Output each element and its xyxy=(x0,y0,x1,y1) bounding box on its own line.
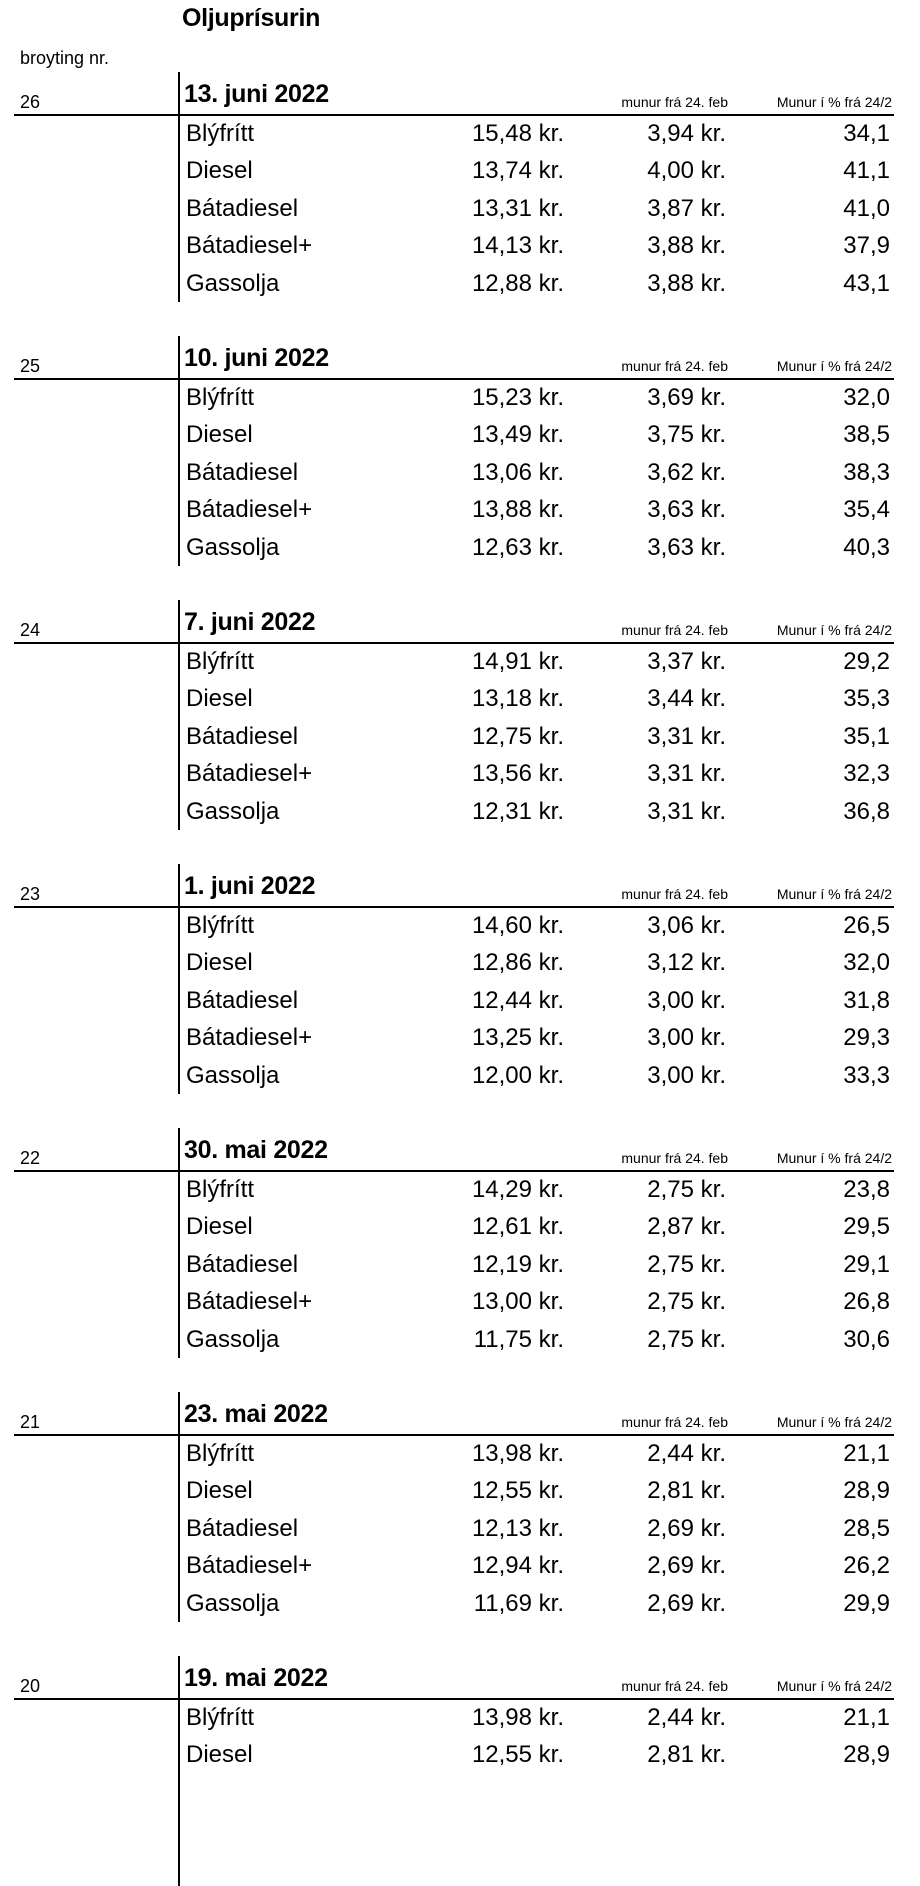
percent-diff: 32,3 xyxy=(843,760,890,788)
block-date: 10. juni 2022 xyxy=(184,344,329,372)
fuel-name: Bátadiesel+ xyxy=(186,1024,313,1052)
table-row xyxy=(0,983,920,1020)
table-row xyxy=(0,1473,920,1510)
fuel-name: Blýfrítt xyxy=(186,1176,255,1203)
price-block xyxy=(0,1656,920,1770)
table-row xyxy=(0,794,920,831)
percent-diff: 26,5 xyxy=(843,912,890,939)
fuel-price: 12,86 kr. xyxy=(471,949,564,977)
table-row xyxy=(0,1322,920,1359)
fuel-name: Bátadiesel xyxy=(186,722,299,750)
table-row xyxy=(0,1058,920,1095)
page-title: Oljuprísurin xyxy=(182,4,321,32)
header-diff: munur frá 24. feb xyxy=(621,358,728,374)
fuel-price: 13,25 kr. xyxy=(471,1024,564,1052)
fuel-name: Bátadiesel xyxy=(186,458,299,486)
table-row xyxy=(0,266,920,303)
price-diff: 2,75 kr. xyxy=(647,1325,726,1353)
fuel-name: Blýfrítt xyxy=(186,1704,255,1731)
fuel-price: 12,00 kr. xyxy=(471,1061,564,1089)
price-block xyxy=(0,600,920,830)
fuel-name: Bátadiesel xyxy=(186,1250,299,1278)
price-diff: 2,81 kr. xyxy=(647,1741,726,1769)
percent-diff: 29,9 xyxy=(843,1589,890,1617)
price-diff: 3,88 kr. xyxy=(647,269,726,297)
price-diff: 3,06 kr. xyxy=(647,912,726,939)
percent-diff: 41,1 xyxy=(843,157,890,185)
price-diff: 2,81 kr. xyxy=(647,1477,726,1505)
percent-diff: 43,1 xyxy=(843,269,890,297)
fuel-name: Gassolja xyxy=(186,797,280,825)
fuel-name: Gassolja xyxy=(186,1325,280,1353)
fuel-name: Diesel xyxy=(186,1741,253,1769)
change-number: 22 xyxy=(20,1148,41,1168)
table-row xyxy=(0,1511,920,1548)
percent-diff: 21,1 xyxy=(843,1440,890,1467)
table-row xyxy=(0,908,920,945)
fuel-name: Diesel xyxy=(186,421,253,449)
percent-diff: 26,2 xyxy=(843,1552,890,1580)
percent-diff: 29,3 xyxy=(843,1024,890,1052)
table-row xyxy=(0,1436,920,1473)
change-number: 24 xyxy=(20,620,41,640)
header-diff: munur frá 24. feb xyxy=(621,1414,728,1430)
header-pct: Munur í % frá 24/2 xyxy=(776,94,892,110)
percent-diff: 28,5 xyxy=(843,1514,890,1542)
price-diff: 2,69 kr. xyxy=(647,1589,726,1617)
price-diff: 2,75 kr. xyxy=(647,1176,726,1203)
fuel-name: Bátadiesel xyxy=(186,986,299,1014)
fuel-price: 14,13 kr. xyxy=(471,232,564,260)
fuel-name: Bátadiesel+ xyxy=(186,760,313,788)
fuel-price: 12,19 kr. xyxy=(471,1250,564,1278)
fuel-name: Bátadiesel xyxy=(186,194,299,222)
price-diff: 3,00 kr. xyxy=(647,1061,726,1089)
price-diff: 2,87 kr. xyxy=(647,1213,726,1241)
price-diff: 3,94 kr. xyxy=(647,120,726,147)
fuel-name: Diesel xyxy=(186,685,253,713)
fuel-name: Blýfrítt xyxy=(186,120,255,147)
percent-diff: 23,8 xyxy=(843,1176,890,1203)
percent-diff: 30,6 xyxy=(843,1325,890,1353)
table-row xyxy=(0,1284,920,1321)
percent-diff: 26,8 xyxy=(843,1288,890,1316)
fuel-price: 13,98 kr. xyxy=(471,1704,564,1731)
fuel-price: 12,88 kr. xyxy=(471,269,564,297)
percent-diff: 32,0 xyxy=(843,384,890,411)
table-row xyxy=(0,756,920,793)
header-diff: munur frá 24. feb xyxy=(621,1150,728,1166)
percent-diff: 21,1 xyxy=(843,1704,890,1731)
price-diff: 3,88 kr. xyxy=(647,232,726,260)
price-diff: 3,31 kr. xyxy=(647,760,726,788)
table-row xyxy=(0,1209,920,1246)
price-diff: 4,00 kr. xyxy=(647,157,726,185)
fuel-price: 12,55 kr. xyxy=(471,1477,564,1505)
table-row xyxy=(0,1737,920,1774)
table-row xyxy=(0,681,920,718)
header-diff: munur frá 24. feb xyxy=(621,94,728,110)
table-row xyxy=(0,719,920,756)
fuel-price: 12,75 kr. xyxy=(471,722,564,750)
table-row xyxy=(0,1548,920,1585)
fuel-price: 14,91 kr. xyxy=(471,648,564,675)
block-date: 1. juni 2022 xyxy=(184,872,316,900)
table-row xyxy=(0,1700,920,1737)
fuel-name: Blýfrítt xyxy=(186,1440,255,1467)
header-pct: Munur í % frá 24/2 xyxy=(776,1150,892,1166)
percent-diff: 28,9 xyxy=(843,1477,890,1505)
header-pct: Munur í % frá 24/2 xyxy=(776,1414,892,1430)
fuel-name: Gassolja xyxy=(186,269,280,297)
block-date: 30. mai 2022 xyxy=(184,1136,328,1164)
change-number: 25 xyxy=(20,356,41,376)
price-diff: 3,63 kr. xyxy=(647,533,726,561)
table-row xyxy=(0,1020,920,1057)
price-block xyxy=(0,336,920,566)
percent-diff: 37,9 xyxy=(843,232,890,260)
percent-diff: 38,5 xyxy=(843,421,890,449)
fuel-price: 13,18 kr. xyxy=(471,685,564,713)
table-row xyxy=(0,945,920,982)
change-number: 20 xyxy=(20,1676,41,1696)
fuel-name: Blýfrítt xyxy=(186,384,255,411)
price-diff: 2,69 kr. xyxy=(647,1514,726,1542)
table-row xyxy=(0,530,920,567)
block-date: 19. mai 2022 xyxy=(184,1664,328,1692)
percent-diff: 32,0 xyxy=(843,949,890,977)
percent-diff: 28,9 xyxy=(843,1741,890,1769)
table-row xyxy=(0,1172,920,1209)
fuel-name: Bátadiesel xyxy=(186,1514,299,1542)
fuel-price: 12,94 kr. xyxy=(471,1552,564,1580)
table-row xyxy=(0,417,920,454)
fuel-price: 13,00 kr. xyxy=(471,1288,564,1316)
price-diff: 2,44 kr. xyxy=(647,1704,726,1731)
percent-diff: 33,3 xyxy=(843,1061,890,1089)
price-diff: 3,00 kr. xyxy=(647,1024,726,1052)
change-number: 21 xyxy=(20,1412,41,1432)
table-row xyxy=(0,228,920,265)
percent-diff: 29,1 xyxy=(843,1250,890,1278)
percent-diff: 35,1 xyxy=(843,722,890,750)
fuel-price: 13,06 kr. xyxy=(471,458,564,486)
fuel-name: Blýfrítt xyxy=(186,648,255,675)
price-diff: 3,00 kr. xyxy=(647,986,726,1014)
fuel-price: 13,74 kr. xyxy=(471,157,564,185)
percent-diff: 29,2 xyxy=(843,648,890,675)
block-date: 7. juni 2022 xyxy=(184,608,316,636)
fuel-name: Diesel xyxy=(186,157,253,185)
price-block xyxy=(0,1392,920,1622)
price-diff: 3,12 kr. xyxy=(647,949,726,977)
price-block xyxy=(0,864,920,1094)
fuel-price: 13,31 kr. xyxy=(471,194,564,222)
fuel-name: Bátadiesel+ xyxy=(186,232,313,260)
fuel-price: 14,60 kr. xyxy=(471,912,564,939)
percent-diff: 38,3 xyxy=(843,458,890,486)
fuel-price: 14,29 kr. xyxy=(471,1176,564,1203)
percent-diff: 35,4 xyxy=(843,496,890,524)
table-row xyxy=(0,644,920,681)
table-row xyxy=(0,153,920,190)
header-diff: munur frá 24. feb xyxy=(621,886,728,902)
percent-diff: 34,1 xyxy=(843,120,890,147)
header-pct: Munur í % frá 24/2 xyxy=(776,886,892,902)
percent-diff: 36,8 xyxy=(843,797,890,825)
block-date: 13. juni 2022 xyxy=(184,80,329,108)
fuel-price: 12,61 kr. xyxy=(471,1213,564,1241)
price-diff: 2,44 kr. xyxy=(647,1440,726,1467)
percent-diff: 29,5 xyxy=(843,1213,890,1241)
header-diff: munur frá 24. feb xyxy=(621,1678,728,1694)
fuel-name: Diesel xyxy=(186,1477,253,1505)
fuel-name: Diesel xyxy=(186,1213,253,1241)
fuel-price: 13,88 kr. xyxy=(471,496,564,524)
fuel-price: 11,75 kr. xyxy=(473,1325,564,1353)
fuel-price: 12,13 kr. xyxy=(471,1514,564,1542)
fuel-name: Gassolja xyxy=(186,533,280,561)
price-diff: 3,31 kr. xyxy=(647,797,726,825)
table-row xyxy=(0,380,920,417)
price-diff: 2,75 kr. xyxy=(647,1288,726,1316)
header-pct: Munur í % frá 24/2 xyxy=(776,1678,892,1694)
fuel-name: Blýfrítt xyxy=(186,912,255,939)
price-diff: 3,31 kr. xyxy=(647,722,726,750)
price-diff: 3,63 kr. xyxy=(647,496,726,524)
fuel-price: 12,44 kr. xyxy=(471,986,564,1014)
table-row xyxy=(0,1586,920,1623)
percent-diff: 40,3 xyxy=(843,533,890,561)
fuel-name: Bátadiesel+ xyxy=(186,1552,313,1580)
header-pct: Munur í % frá 24/2 xyxy=(776,622,892,638)
price-diff: 2,69 kr. xyxy=(647,1552,726,1580)
percent-diff: 31,8 xyxy=(843,986,890,1014)
fuel-name: Bátadiesel+ xyxy=(186,1288,313,1316)
header-diff: munur frá 24. feb xyxy=(621,622,728,638)
price-diff: 3,62 kr. xyxy=(647,458,726,486)
table-row xyxy=(0,116,920,153)
price-diff: 3,69 kr. xyxy=(647,384,726,411)
fuel-name: Bátadiesel+ xyxy=(186,496,313,524)
price-block xyxy=(0,1128,920,1358)
fuel-name: Gassolja xyxy=(186,1589,280,1617)
percent-diff: 41,0 xyxy=(843,194,890,222)
percent-diff: 35,3 xyxy=(843,685,890,713)
fuel-price: 15,48 kr. xyxy=(471,120,564,147)
price-diff: 3,87 kr. xyxy=(647,194,726,222)
fuel-price: 13,49 kr. xyxy=(471,421,564,449)
block-date: 23. mai 2022 xyxy=(184,1400,328,1428)
fuel-price: 12,63 kr. xyxy=(471,533,564,561)
fuel-price: 13,56 kr. xyxy=(471,760,564,788)
price-diff: 2,75 kr. xyxy=(647,1250,726,1278)
fuel-price: 12,55 kr. xyxy=(471,1741,564,1769)
price-block xyxy=(0,72,920,302)
fuel-price: 13,98 kr. xyxy=(471,1440,564,1467)
change-number: 26 xyxy=(20,92,41,112)
fuel-price: 11,69 kr. xyxy=(473,1589,564,1617)
table-row xyxy=(0,455,920,492)
fuel-price: 15,23 kr. xyxy=(471,384,564,411)
table-row xyxy=(0,492,920,529)
price-diff: 3,44 kr. xyxy=(647,685,726,713)
header-pct: Munur í % frá 24/2 xyxy=(776,358,892,374)
table-row xyxy=(0,1247,920,1284)
change-number-label: broyting nr. xyxy=(20,48,110,68)
table-row xyxy=(0,191,920,228)
fuel-price: 12,31 kr. xyxy=(471,797,564,825)
change-number: 23 xyxy=(20,884,41,904)
price-diff: 3,75 kr. xyxy=(647,421,726,449)
price-diff: 3,37 kr. xyxy=(647,648,726,675)
fuel-name: Diesel xyxy=(186,949,253,977)
fuel-name: Gassolja xyxy=(186,1061,280,1089)
